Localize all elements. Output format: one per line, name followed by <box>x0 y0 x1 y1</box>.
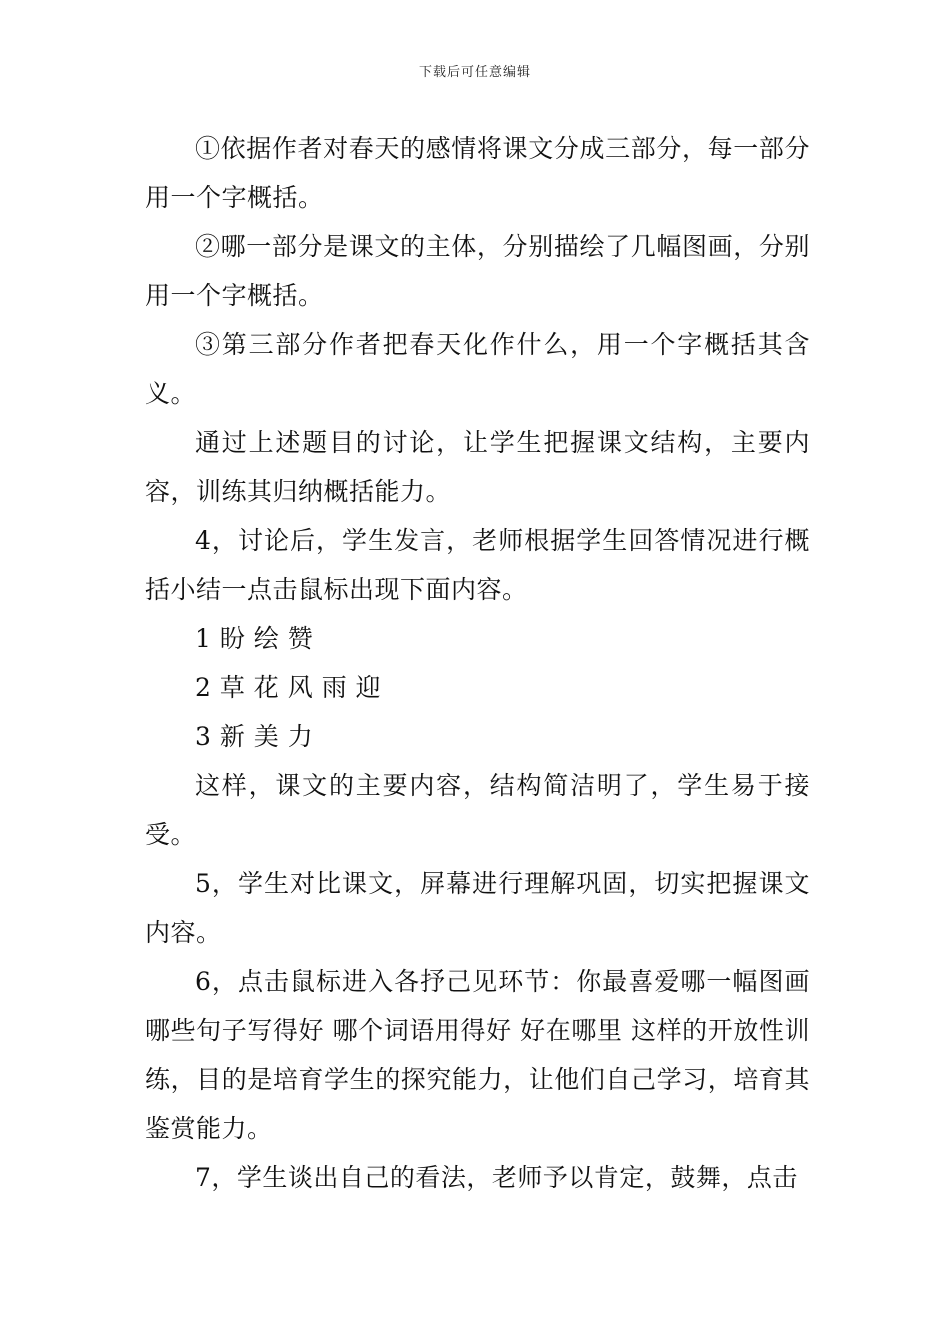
paragraph-step-5: 5，学生对比课文，屏幕进行理解巩固，切实把握课文内容。 <box>145 869 810 947</box>
summary-line-1: 1 盼 绘 赞 <box>195 624 314 653</box>
paragraph-step-6: 6，点击鼠标进入各抒己见环节：你最喜爱哪一幅图画 哪些句子写得好 哪个词语用得好 好在哪里 这样的开放性训练，目的是培育学生的探究能力，让他们自己学习，培育其鉴赏能力。 <box>145 967 810 1143</box>
summary-line-2: 2 草 花 风 雨 迎 <box>195 673 382 702</box>
paragraph-question-1: ①依据作者对春天的感情将课文分成三部分，每一部分用一个字概括。 <box>145 134 810 212</box>
page-header: 下载后可任意编辑 <box>418 65 531 80</box>
summary-line-3: 3 新 美 力 <box>195 722 314 751</box>
document-body <box>145 124 810 1202</box>
paragraph-question-2: ②哪一部分是课文的主体，分别描绘了几幅图画，分别用一个字概括。 <box>145 232 810 310</box>
paragraph-question-3: ③第三部分作者把春天化作什么，用一个字概括其含义。 <box>145 330 810 408</box>
paragraph-step-4: 4，讨论后，学生发言，老师根据学生回答情况进行概括小结一点击鼠标出现下面内容。 <box>145 526 810 604</box>
paragraph-summary-effect: 这样，课文的主要内容，结构简洁明了，学生易于接受。 <box>145 771 810 849</box>
paragraph-discussion-purpose: 通过上述题目的讨论，让学生把握课文结构，主要内容，训练其归纳概括能力。 <box>145 428 810 506</box>
paragraph-step-7: 7，学生谈出自己的看法，老师予以肯定，鼓舞，点击 <box>195 1163 798 1192</box>
